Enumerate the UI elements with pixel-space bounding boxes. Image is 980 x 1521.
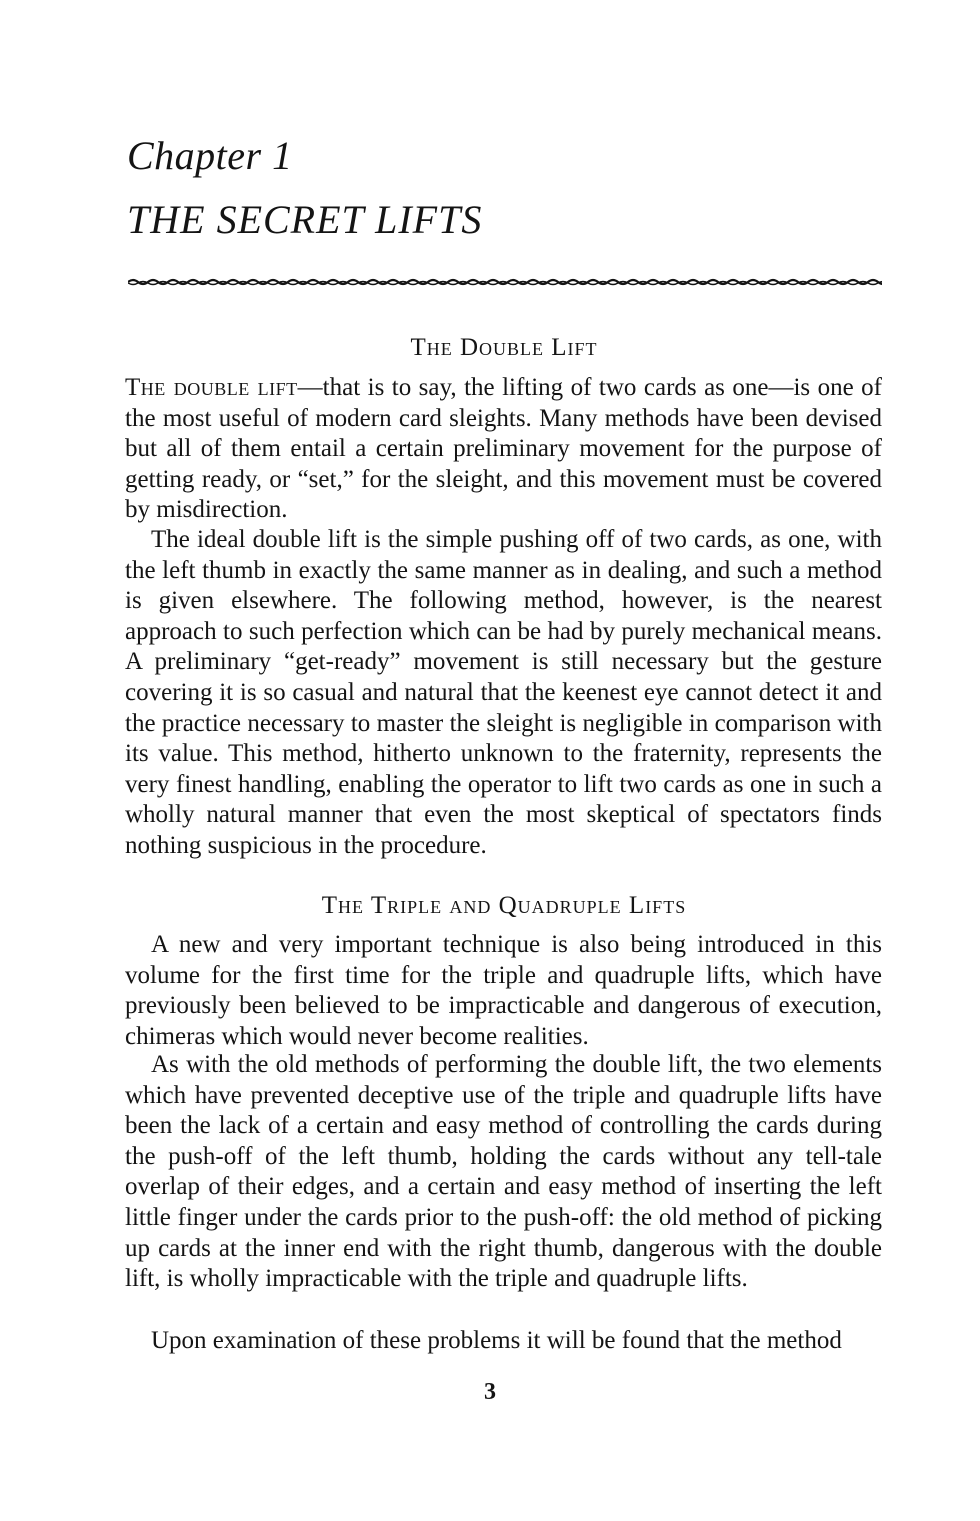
paragraph-ideal-double-lift: The ideal double lift is the simple pushing off of two cards, as one, with the left thumb in exactly the same manner as in dealing, and such a method is given elsewhere. The following method, however, is the nearest approach to such perfection which can be had by purely mechanical means. A preliminary “get-ready” movement is still necessary but the gesture covering it is so casual and natural that the keenest eye cannot detect it and the practice necessary to master the sleight is negligible in comparison with its value. This method, hitherto unknown to the fraternity, represents the very finest handling, enabling the operator to lift two cards as one in such a wholly natural manner that even the most skeptical of spectators finds nothing suspicious in the procedure. bbox=[125, 526, 882, 859]
paragraph-examination: Upon examination of these problems it will be found that the method bbox=[151, 1327, 842, 1354]
paragraph-old-methods: As with the old methods of performing the double lift, the two elements which have prevented deceptive use of the triple and quadruple lifts have been the lack of a certain and easy method of controlling the cards during the push-off of the left thumb, holding the cards without any tell-tale overlap of their edges, and a certain and easy method of inserting the left little finger under the cards prior to the push-off: the old method of picking up cards at the inner end with the right thumb, dangerous with the double lift, is wholly impracticable with the triple and quadruple lifts. bbox=[125, 1051, 882, 1293]
section-heading-triple-quadruple-lifts: The Triple and Quadruple Lifts bbox=[321, 892, 687, 919]
decorative-wavy-rule bbox=[128, 274, 882, 290]
chapter-label: Chapter 1 bbox=[127, 133, 293, 178]
paragraph-text: —that is to say, the lifting of two cards as one—is one of the most useful of modern card sleights. Many methods have been devised but all of them entail a certain preliminary movement for the purpose of getting ready, or “set,” for the sleight, and this movement must be covered by misdirection. bbox=[125, 374, 882, 524]
paragraph-lead-small-caps: The double lift bbox=[125, 374, 298, 401]
paragraph-double-lift-intro bbox=[125, 373, 882, 526]
chapter-title: THE SECRET LIFTS bbox=[127, 197, 483, 242]
section-heading-double-lift: The Double Lift bbox=[410, 334, 598, 361]
page-number: 3 bbox=[484, 1379, 496, 1405]
paragraph-new-technique: A new and very important technique is also being introduced in this volume for the first time for the triple and quadruple lifts, which have previously been believed to be impracticable and dangerous of execution, chimeras which would never become realities. bbox=[125, 931, 882, 1050]
